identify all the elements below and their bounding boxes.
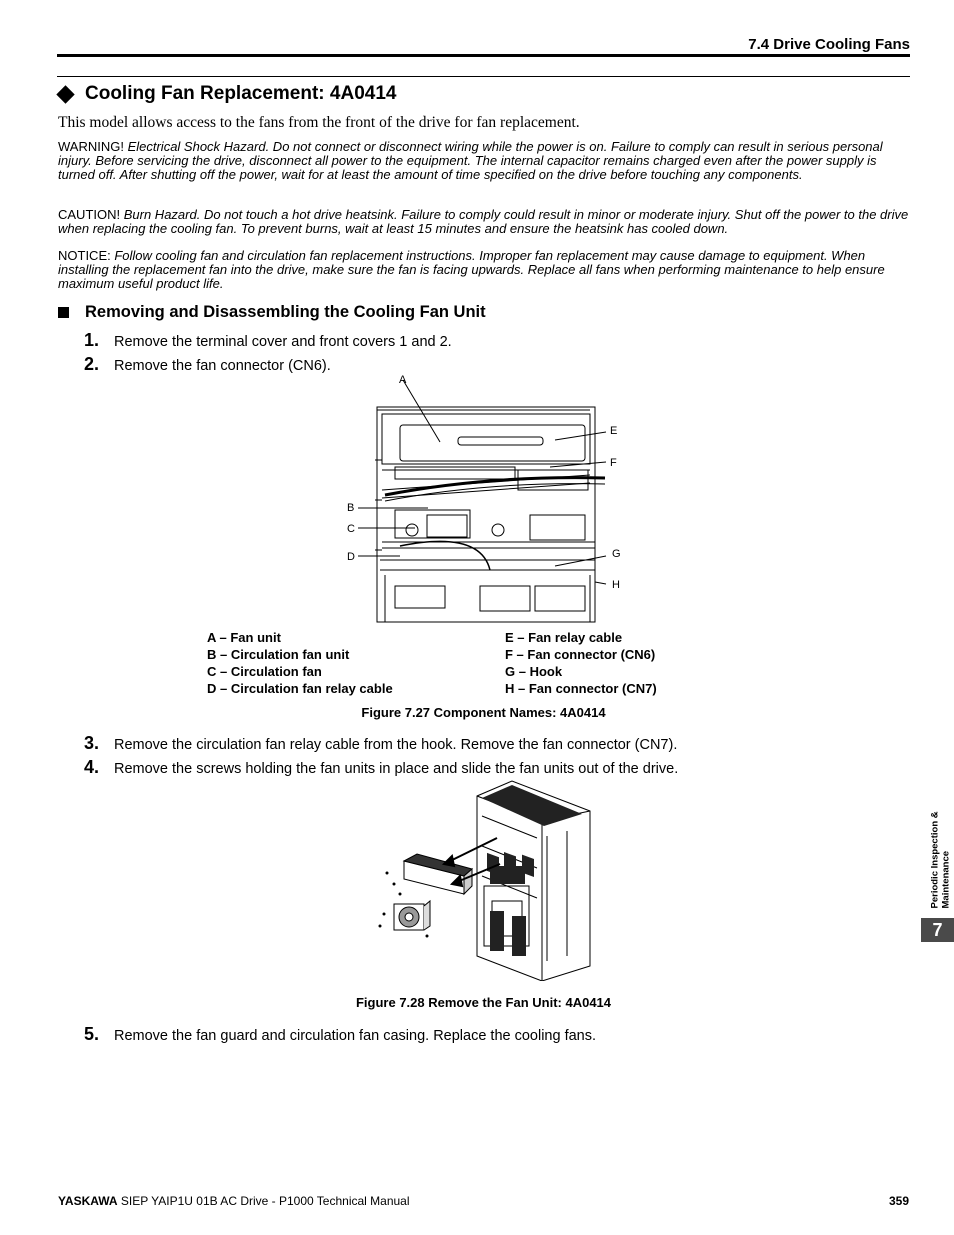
component-diagram — [340, 370, 630, 625]
step-text: Remove the screws holding the fan units in place and slide the fan units out of the drive. — [114, 761, 679, 777]
section-title — [57, 83, 396, 105]
footer-brand: YASKAWA — [58, 1194, 118, 1208]
step-text: Remove the circulation fan relay cable from the hook. Remove the fan connector (CN7). — [114, 737, 678, 753]
notice-lead: NOTICE: — [58, 248, 111, 263]
page-number: 359 — [888, 1194, 909, 1208]
notice-text: Follow cooling fan and circulation fan replacement instructions. Improper fan replacement may cause damage to equipment. When installing the replacement fan into the drive, make sure the fan is facing upwards. Replace all fans when performing maintenance to help ensure maximum useful product life. — [58, 248, 885, 291]
callout-d: D — [347, 551, 355, 563]
callout-e: E — [610, 425, 618, 437]
diamond-bullet-icon — [56, 85, 74, 103]
legend-right — [505, 629, 657, 697]
footer-manual-title: SIEP YAIP1U 01B AC Drive - P1000 Technical Manual — [117, 1194, 410, 1208]
callout-c: C — [347, 523, 355, 535]
section-title-text: Cooling Fan Replacement: 4A0414 — [85, 83, 397, 104]
legend-item: A – Fan unit — [207, 630, 281, 645]
callout-h: H — [612, 579, 620, 591]
caution-text: Burn Hazard. Do not touch a hot drive heatsink. Failure to comply could result in minor or moderate injury. Shut off the power to the drive when replacing the cooling fan. To prevent burns, wait at least 15 minutes and ensure the heatsink has cooled down. — [58, 207, 909, 236]
step-1 — [84, 330, 452, 351]
square-bullet-icon — [58, 307, 69, 318]
chapter-tab: 7 — [921, 918, 954, 942]
legend-left — [207, 629, 393, 697]
caution-note — [58, 208, 913, 236]
notice-note — [58, 249, 913, 291]
step-number: 3. — [84, 733, 100, 753]
callout-b: B — [347, 502, 355, 514]
step-3 — [84, 733, 677, 754]
legend-item: E – Fan relay cable — [505, 630, 623, 645]
callout-a: A — [399, 374, 407, 386]
warning-lead: WARNING! — [58, 139, 124, 154]
step-2 — [84, 354, 331, 375]
step-number: 1. — [84, 330, 100, 350]
warning-text: Electrical Shock Hazard. Do not connect or disconnect wiring while the power is on. Failure to comply can result in serious personal injury. Before servicing the drive, disconnect all power to the equipment. The internal capacitor remains charged even after the power supply is turned off. After shutting off the power, wait for at least the amount of time specified on the drive before touching any components. — [58, 139, 883, 182]
side-tab-label — [925, 790, 954, 909]
step-number: 5. — [84, 1024, 100, 1044]
section-rule — [57, 76, 910, 77]
step-text: Remove the fan guard and circulation fan casing. Replace the cooling fans. — [114, 1028, 597, 1044]
subsection-title-text: Removing and Disassembling the Cooling Fan Unit — [85, 303, 486, 321]
figure-caption-2: Figure 7.28 Remove the Fan Unit: 4A0414 — [355, 995, 612, 1010]
intro-paragraph: This model allows access to the fans from the front of the drive for fan replacement. — [58, 114, 580, 131]
fan-removal-diagram — [372, 776, 594, 981]
step-text: Remove the terminal cover and front covers 1 and 2. — [114, 334, 452, 350]
step-number: 4. — [84, 757, 100, 777]
section-header: 7.4 Drive Cooling Fans — [748, 36, 910, 53]
step-text: Remove the fan connector (CN6). — [114, 358, 331, 374]
header-rule — [57, 54, 910, 57]
callout-f: F — [610, 457, 617, 469]
footer-manual — [58, 1194, 410, 1208]
legend-item: D – Circulation fan relay cable — [207, 681, 393, 696]
legend-item: G – Hook — [505, 664, 563, 679]
side-tab-text: Periodic Inspection & Maintenance — [929, 811, 952, 909]
callout-g: G — [612, 548, 621, 560]
figure-caption-1: Figure 7.27 Component Names: 4A0414 — [361, 705, 606, 720]
legend-item: H – Fan connector (CN7) — [505, 681, 657, 696]
warning-note — [58, 140, 913, 182]
step-number: 2. — [84, 354, 100, 374]
subsection-title — [58, 303, 486, 322]
step-5 — [84, 1024, 596, 1045]
legend-item: F – Fan connector (CN6) — [505, 647, 656, 662]
step-4 — [84, 757, 678, 778]
legend-item: C – Circulation fan — [207, 664, 322, 679]
legend-item: B – Circulation fan unit — [207, 647, 350, 662]
caution-lead: CAUTION! — [58, 207, 121, 222]
